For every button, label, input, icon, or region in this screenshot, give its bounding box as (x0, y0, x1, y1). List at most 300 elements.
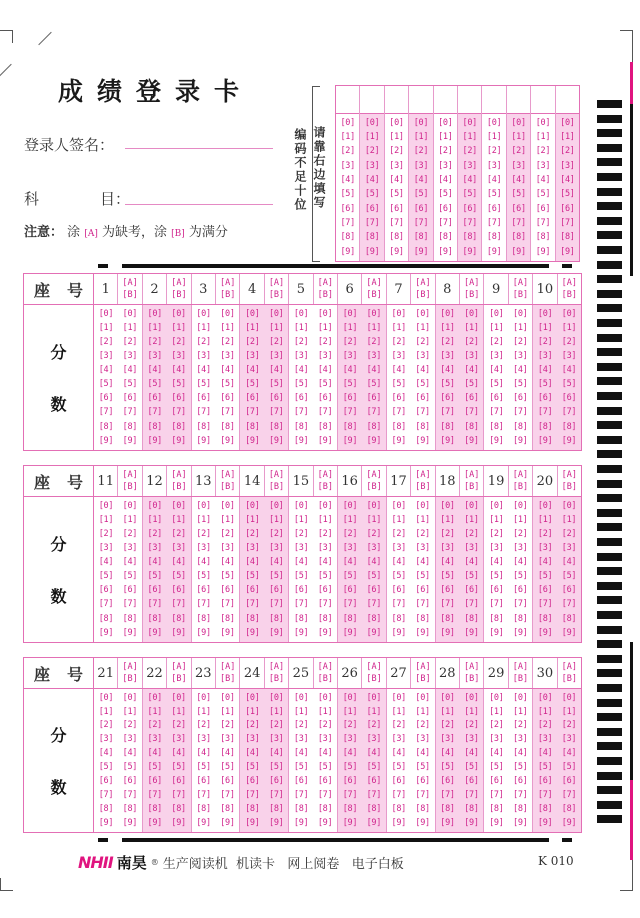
digit-bubble[interactable]: [2] (415, 336, 430, 347)
digit-bubble[interactable]: [7] (98, 407, 114, 418)
digit-bubble[interactable]: [5] (415, 379, 430, 390)
digit-bubble[interactable]: [4] (537, 365, 553, 376)
digit-bubble[interactable]: [2] (486, 146, 502, 157)
digit-bubble[interactable]: [1] (415, 322, 430, 333)
digit-bubble[interactable]: [7] (560, 217, 575, 228)
digit-bubble[interactable]: [3] (317, 543, 333, 554)
digit-bubble[interactable]: [2] (147, 528, 162, 539)
absent-bubble[interactable]: [A] (122, 662, 138, 672)
digit-bubble[interactable]: [1] (220, 322, 235, 333)
digit-bubble[interactable]: [1] (366, 514, 382, 525)
digit-bubble[interactable]: [8] (122, 421, 138, 432)
digit-bubble[interactable]: [2] (511, 146, 526, 157)
digit-bubble[interactable]: [8] (269, 803, 284, 814)
digit-bubble[interactable]: [5] (196, 571, 211, 582)
digit-bubble[interactable]: [7] (317, 407, 333, 418)
digit-bubble[interactable]: [0] (561, 692, 577, 703)
digit-bubble[interactable]: [4] (122, 365, 138, 376)
digit-bubble[interactable]: [2] (147, 336, 162, 347)
digit-bubble[interactable]: [4] (561, 365, 577, 376)
absent-bubble[interactable]: [A] (220, 278, 236, 288)
digit-bubble[interactable]: [4] (196, 748, 211, 759)
code-write-cell[interactable] (336, 86, 359, 114)
digit-bubble[interactable]: [8] (293, 421, 309, 432)
digit-bubble[interactable]: [0] (293, 500, 309, 511)
code-write-cell[interactable] (458, 86, 481, 114)
digit-bubble[interactable]: [8] (438, 232, 453, 243)
digit-bubble[interactable]: [2] (317, 528, 333, 539)
digit-bubble[interactable]: [6] (245, 776, 260, 787)
digit-bubble[interactable]: [2] (342, 336, 358, 347)
digit-bubble[interactable]: [9] (561, 435, 577, 446)
digit-bubble[interactable]: [0] (415, 500, 430, 511)
digit-bubble[interactable]: [0] (245, 500, 260, 511)
digit-bubble[interactable]: [8] (342, 803, 358, 814)
digit-bubble[interactable]: [2] (293, 528, 309, 539)
absent-bubble[interactable]: [A] (561, 278, 577, 288)
digit-bubble[interactable]: [0] (317, 308, 333, 319)
digit-bubble[interactable]: [4] (511, 175, 526, 186)
digit-bubble[interactable]: [1] (561, 514, 577, 525)
digit-bubble[interactable]: [5] (122, 571, 138, 582)
digit-bubble[interactable]: [8] (561, 613, 577, 624)
digit-bubble[interactable]: [9] (122, 435, 138, 446)
digit-bubble[interactable]: [8] (415, 803, 430, 814)
digit-bubble[interactable]: [2] (561, 720, 577, 731)
digit-bubble[interactable]: [0] (342, 308, 358, 319)
digit-bubble[interactable]: [4] (440, 365, 455, 376)
digit-bubble[interactable]: [7] (464, 599, 479, 610)
digit-bubble[interactable]: [7] (171, 599, 186, 610)
digit-bubble[interactable]: [3] (415, 734, 430, 745)
digit-bubble[interactable]: [3] (366, 543, 382, 554)
digit-bubble[interactable]: [2] (561, 336, 577, 347)
digit-bubble[interactable]: [3] (269, 351, 284, 362)
absent-bubble[interactable]: [A] (512, 278, 529, 288)
digit-bubble[interactable]: [2] (415, 720, 430, 731)
absent-bubble[interactable]: [A] (366, 278, 382, 288)
digit-bubble[interactable]: [3] (391, 351, 406, 362)
absent-bubble[interactable]: [A] (464, 662, 480, 672)
digit-bubble[interactable]: [0] (464, 500, 479, 511)
digit-bubble[interactable]: [6] (486, 203, 502, 214)
digit-bubble[interactable]: [6] (317, 393, 333, 404)
absent-bubble[interactable]: [A] (415, 662, 431, 672)
digit-bubble[interactable]: [2] (317, 720, 333, 731)
digit-bubble[interactable]: [9] (391, 627, 406, 638)
digit-bubble[interactable]: [8] (364, 232, 380, 243)
digit-bubble[interactable]: [5] (464, 571, 479, 582)
digit-bubble[interactable]: [0] (489, 692, 504, 703)
digit-bubble[interactable]: [5] (440, 379, 455, 390)
digit-bubble[interactable]: [0] (220, 308, 235, 319)
digit-bubble[interactable]: [3] (342, 734, 358, 745)
digit-bubble[interactable]: [6] (366, 585, 382, 596)
digit-bubble[interactable]: [3] (489, 351, 504, 362)
digit-bubble[interactable]: [6] (389, 203, 404, 214)
digit-bubble[interactable]: [5] (391, 379, 406, 390)
digit-bubble[interactable]: [8] (171, 421, 186, 432)
digit-bubble[interactable]: [0] (122, 692, 138, 703)
digit-bubble[interactable]: [3] (561, 734, 577, 745)
absent-bubble[interactable]: [A] (268, 470, 285, 480)
digit-bubble[interactable]: [6] (122, 585, 138, 596)
digit-bubble[interactable]: [9] (220, 817, 235, 828)
digit-bubble[interactable]: [0] (317, 500, 333, 511)
digit-bubble[interactable]: [5] (464, 379, 479, 390)
digit-bubble[interactable]: [9] (511, 246, 526, 257)
digit-bubble[interactable]: [3] (415, 543, 430, 554)
absent-bubble[interactable]: [A] (512, 470, 529, 480)
digit-bubble[interactable]: [1] (147, 514, 162, 525)
digit-bubble[interactable]: [3] (391, 734, 406, 745)
digit-bubble[interactable]: [0] (317, 692, 333, 703)
digit-bubble[interactable]: [4] (317, 557, 333, 568)
digit-bubble[interactable]: [6] (415, 585, 430, 596)
digit-bubble[interactable]: [8] (415, 421, 430, 432)
digit-bubble[interactable]: [7] (317, 789, 333, 800)
digit-bubble[interactable]: [8] (245, 421, 260, 432)
digit-bubble[interactable]: [3] (440, 543, 455, 554)
digit-bubble[interactable]: [0] (513, 308, 528, 319)
digit-bubble[interactable]: [8] (147, 421, 162, 432)
digit-bubble[interactable]: [2] (391, 528, 406, 539)
digit-bubble[interactable]: [8] (537, 803, 553, 814)
digit-bubble[interactable]: [0] (440, 308, 455, 319)
digit-bubble[interactable]: [2] (440, 336, 455, 347)
full-score-bubble[interactable]: [B] (317, 482, 333, 492)
digit-bubble[interactable]: [0] (196, 500, 211, 511)
digit-bubble[interactable]: [1] (513, 706, 528, 717)
digit-bubble[interactable]: [6] (196, 776, 211, 787)
digit-bubble[interactable]: [8] (489, 421, 504, 432)
digit-bubble[interactable]: [3] (342, 543, 358, 554)
full-score-bubble[interactable]: [B] (366, 482, 382, 492)
digit-bubble[interactable]: [4] (438, 175, 453, 186)
digit-bubble[interactable]: [4] (415, 557, 430, 568)
digit-bubble[interactable]: [9] (366, 817, 382, 828)
code-write-cell[interactable] (385, 86, 408, 114)
digit-bubble[interactable]: [9] (464, 817, 479, 828)
digit-bubble[interactable]: [7] (389, 217, 404, 228)
digit-bubble[interactable]: [5] (513, 571, 528, 582)
digit-bubble[interactable]: [6] (537, 776, 553, 787)
digit-bubble[interactable]: [7] (489, 789, 504, 800)
digit-bubble[interactable]: [5] (122, 379, 138, 390)
digit-bubble[interactable]: [9] (122, 627, 138, 638)
digit-bubble[interactable]: [2] (269, 336, 284, 347)
digit-bubble[interactable]: [0] (561, 308, 577, 319)
full-score-bubble[interactable]: [B] (512, 482, 529, 492)
digit-bubble[interactable]: [8] (171, 803, 186, 814)
digit-bubble[interactable]: [8] (535, 232, 551, 243)
digit-bubble[interactable]: [3] (464, 351, 479, 362)
digit-bubble[interactable]: [1] (98, 514, 114, 525)
digit-bubble[interactable]: [7] (440, 789, 455, 800)
digit-bubble[interactable]: [2] (464, 528, 479, 539)
digit-bubble[interactable]: [3] (366, 734, 382, 745)
digit-bubble[interactable]: [2] (464, 336, 479, 347)
full-score-bubble[interactable]: [B] (561, 290, 577, 300)
digit-bubble[interactable]: [9] (489, 435, 504, 446)
digit-bubble[interactable]: [5] (486, 189, 502, 200)
digit-bubble[interactable]: [5] (317, 762, 333, 773)
digit-bubble[interactable]: [3] (293, 543, 309, 554)
digit-bubble[interactable]: [4] (269, 557, 284, 568)
digit-bubble[interactable]: [7] (220, 789, 235, 800)
digit-bubble[interactable]: [3] (513, 351, 528, 362)
digit-bubble[interactable]: [8] (196, 421, 211, 432)
digit-bubble[interactable]: [1] (293, 514, 309, 525)
digit-bubble[interactable]: [4] (171, 365, 186, 376)
digit-bubble[interactable]: [6] (342, 585, 358, 596)
digit-bubble[interactable]: [9] (317, 817, 333, 828)
digit-bubble[interactable]: [4] (391, 557, 406, 568)
digit-bubble[interactable]: [1] (220, 514, 235, 525)
digit-bubble[interactable]: [4] (513, 557, 528, 568)
digit-bubble[interactable]: [7] (122, 599, 138, 610)
digit-bubble[interactable]: [3] (486, 160, 502, 171)
digit-bubble[interactable]: [5] (537, 379, 553, 390)
digit-bubble[interactable]: [5] (489, 571, 504, 582)
digit-bubble[interactable]: [1] (293, 322, 309, 333)
digit-bubble[interactable]: [3] (98, 734, 114, 745)
digit-bubble[interactable]: [0] (245, 692, 260, 703)
digit-bubble[interactable]: [6] (269, 585, 284, 596)
digit-bubble[interactable]: [5] (98, 762, 114, 773)
digit-bubble[interactable]: [0] (489, 308, 504, 319)
digit-bubble[interactable]: [2] (245, 720, 260, 731)
digit-bubble[interactable]: [0] (486, 117, 502, 128)
digit-bubble[interactable]: [3] (513, 543, 528, 554)
digit-bubble[interactable]: [1] (293, 706, 309, 717)
digit-bubble[interactable]: [3] (537, 734, 553, 745)
subject-field[interactable] (125, 204, 273, 205)
full-score-bubble[interactable]: [B] (415, 290, 431, 300)
digit-bubble[interactable]: [3] (196, 543, 211, 554)
absent-bubble[interactable]: [A] (171, 470, 187, 480)
digit-bubble[interactable]: [0] (438, 117, 453, 128)
digit-bubble[interactable]: [1] (245, 322, 260, 333)
digit-bubble[interactable]: [7] (415, 407, 430, 418)
digit-bubble[interactable]: [1] (196, 322, 211, 333)
digit-bubble[interactable]: [6] (317, 776, 333, 787)
digit-bubble[interactable]: [7] (342, 407, 358, 418)
digit-bubble[interactable]: [5] (196, 379, 211, 390)
digit-bubble[interactable]: [9] (269, 817, 284, 828)
digit-bubble[interactable]: [6] (561, 776, 577, 787)
digit-bubble[interactable]: [5] (220, 762, 235, 773)
digit-bubble[interactable]: [3] (513, 734, 528, 745)
absent-bubble[interactable]: [A] (317, 662, 333, 672)
digit-bubble[interactable]: [3] (537, 351, 553, 362)
digit-bubble[interactable]: [4] (413, 175, 429, 186)
digit-bubble[interactable]: [7] (245, 407, 260, 418)
digit-bubble[interactable]: [8] (440, 803, 455, 814)
digit-bubble[interactable]: [2] (489, 720, 504, 731)
digit-bubble[interactable]: [1] (489, 322, 504, 333)
digit-bubble[interactable]: [6] (220, 393, 235, 404)
digit-bubble[interactable]: [4] (486, 175, 502, 186)
digit-bubble[interactable]: [1] (440, 322, 455, 333)
digit-bubble[interactable]: [7] (317, 599, 333, 610)
digit-bubble[interactable]: [8] (269, 421, 284, 432)
digit-bubble[interactable]: [1] (440, 514, 455, 525)
digit-bubble[interactable]: [5] (561, 762, 577, 773)
digit-bubble[interactable]: [6] (391, 585, 406, 596)
digit-bubble[interactable]: [1] (391, 514, 406, 525)
digit-bubble[interactable]: [7] (513, 407, 528, 418)
digit-bubble[interactable]: [3] (340, 160, 355, 171)
digit-bubble[interactable]: [8] (489, 613, 504, 624)
digit-bubble[interactable]: [2] (537, 528, 553, 539)
digit-bubble[interactable]: [3] (293, 351, 309, 362)
digit-bubble[interactable]: [4] (366, 748, 382, 759)
code-write-cell[interactable] (531, 86, 554, 114)
digit-bubble[interactable]: [4] (440, 748, 455, 759)
digit-bubble[interactable]: [9] (366, 435, 382, 446)
digit-bubble[interactable]: [9] (440, 817, 455, 828)
digit-bubble[interactable]: [1] (122, 706, 138, 717)
digit-bubble[interactable]: [1] (171, 322, 186, 333)
digit-bubble[interactable]: [8] (220, 613, 235, 624)
digit-bubble[interactable]: [6] (513, 585, 528, 596)
digit-bubble[interactable]: [1] (415, 514, 430, 525)
digit-bubble[interactable]: [3] (171, 543, 186, 554)
digit-bubble[interactable]: [7] (413, 217, 429, 228)
digit-bubble[interactable]: [1] (511, 132, 526, 143)
code-write-cell[interactable] (556, 86, 579, 114)
digit-bubble[interactable]: [4] (391, 748, 406, 759)
digit-bubble[interactable]: [0] (366, 308, 382, 319)
digit-bubble[interactable]: [8] (511, 232, 526, 243)
digit-bubble[interactable]: [1] (535, 132, 551, 143)
digit-bubble[interactable]: [9] (220, 627, 235, 638)
digit-bubble[interactable]: [1] (486, 132, 502, 143)
digit-bubble[interactable]: [8] (513, 421, 528, 432)
absent-bubble[interactable]: [A] (122, 470, 138, 480)
digit-bubble[interactable]: [5] (245, 762, 260, 773)
digit-bubble[interactable]: [6] (171, 393, 186, 404)
digit-bubble[interactable]: [5] (171, 762, 186, 773)
absent-bubble[interactable]: [A] (220, 470, 236, 480)
digit-bubble[interactable]: [4] (561, 748, 577, 759)
absent-bubble[interactable]: [A] (220, 662, 236, 672)
digit-bubble[interactable]: [6] (364, 203, 380, 214)
digit-bubble[interactable]: [1] (537, 514, 553, 525)
digit-bubble[interactable]: [3] (122, 543, 138, 554)
digit-bubble[interactable]: [8] (462, 232, 477, 243)
digit-bubble[interactable]: [4] (220, 748, 235, 759)
digit-bubble[interactable]: [9] (98, 817, 114, 828)
digit-bubble[interactable]: [0] (147, 500, 162, 511)
digit-bubble[interactable]: [4] (245, 365, 260, 376)
digit-bubble[interactable]: [8] (293, 613, 309, 624)
digit-bubble[interactable]: [9] (537, 435, 553, 446)
digit-bubble[interactable]: [0] (147, 692, 162, 703)
digit-bubble[interactable]: [8] (269, 613, 284, 624)
digit-bubble[interactable]: [6] (513, 776, 528, 787)
digit-bubble[interactable]: [9] (513, 817, 528, 828)
digit-bubble[interactable]: [4] (98, 557, 114, 568)
digit-bubble[interactable]: [4] (440, 557, 455, 568)
digit-bubble[interactable]: [6] (245, 585, 260, 596)
digit-bubble[interactable]: [6] (464, 776, 479, 787)
digit-bubble[interactable]: [7] (293, 407, 309, 418)
digit-bubble[interactable]: [2] (438, 146, 453, 157)
digit-bubble[interactable]: [4] (293, 748, 309, 759)
digit-bubble[interactable]: [8] (561, 421, 577, 432)
digit-bubble[interactable]: [8] (196, 613, 211, 624)
digit-bubble[interactable]: [6] (464, 393, 479, 404)
digit-bubble[interactable]: [4] (293, 365, 309, 376)
digit-bubble[interactable]: [5] (245, 379, 260, 390)
digit-bubble[interactable]: [1] (269, 322, 284, 333)
digit-bubble[interactable]: [6] (293, 393, 309, 404)
digit-bubble[interactable]: [7] (561, 789, 577, 800)
digit-bubble[interactable]: [4] (415, 748, 430, 759)
digit-bubble[interactable]: [7] (293, 599, 309, 610)
digit-bubble[interactable]: [2] (220, 720, 235, 731)
digit-bubble[interactable]: [8] (245, 803, 260, 814)
digit-bubble[interactable]: [3] (391, 543, 406, 554)
digit-bubble[interactable]: [4] (366, 365, 382, 376)
digit-bubble[interactable]: [1] (561, 706, 577, 717)
full-score-bubble[interactable]: [B] (366, 290, 382, 300)
digit-bubble[interactable]: [7] (513, 599, 528, 610)
digit-bubble[interactable]: [9] (293, 627, 309, 638)
digit-bubble[interactable]: [0] (269, 308, 284, 319)
digit-bubble[interactable]: [6] (317, 585, 333, 596)
digit-bubble[interactable]: [9] (513, 435, 528, 446)
digit-bubble[interactable]: [6] (245, 393, 260, 404)
digit-bubble[interactable]: [5] (342, 571, 358, 582)
digit-bubble[interactable]: [9] (171, 627, 186, 638)
digit-bubble[interactable]: [0] (535, 117, 551, 128)
digit-bubble[interactable]: [5] (464, 762, 479, 773)
digit-bubble[interactable]: [3] (560, 160, 575, 171)
digit-bubble[interactable]: [0] (513, 692, 528, 703)
digit-bubble[interactable]: [9] (489, 627, 504, 638)
digit-bubble[interactable]: [7] (489, 599, 504, 610)
digit-bubble[interactable]: [2] (122, 336, 138, 347)
code-write-cell[interactable] (482, 86, 505, 114)
digit-bubble[interactable]: [5] (489, 762, 504, 773)
digit-bubble[interactable]: [5] (147, 379, 162, 390)
digit-bubble[interactable]: [4] (171, 557, 186, 568)
digit-bubble[interactable]: [9] (171, 817, 186, 828)
absent-bubble[interactable]: [A] (122, 278, 138, 288)
digit-bubble[interactable]: [3] (293, 734, 309, 745)
digit-bubble[interactable]: [8] (537, 613, 553, 624)
digit-bubble[interactable]: [5] (413, 189, 429, 200)
digit-bubble[interactable]: [9] (317, 435, 333, 446)
digit-bubble[interactable]: [9] (342, 817, 358, 828)
digit-bubble[interactable]: [7] (511, 217, 526, 228)
digit-bubble[interactable]: [3] (269, 543, 284, 554)
digit-bubble[interactable]: [0] (413, 117, 429, 128)
full-score-bubble[interactable]: [B] (464, 674, 480, 684)
digit-bubble[interactable]: [9] (269, 435, 284, 446)
digit-bubble[interactable]: [0] (171, 692, 186, 703)
digit-bubble[interactable]: [5] (537, 762, 553, 773)
digit-bubble[interactable]: [2] (489, 528, 504, 539)
digit-bubble[interactable]: [5] (438, 189, 453, 200)
digit-bubble[interactable]: [9] (561, 627, 577, 638)
digit-bubble[interactable]: [7] (440, 599, 455, 610)
digit-bubble[interactable]: [1] (415, 706, 430, 717)
digit-bubble[interactable]: [3] (196, 351, 211, 362)
